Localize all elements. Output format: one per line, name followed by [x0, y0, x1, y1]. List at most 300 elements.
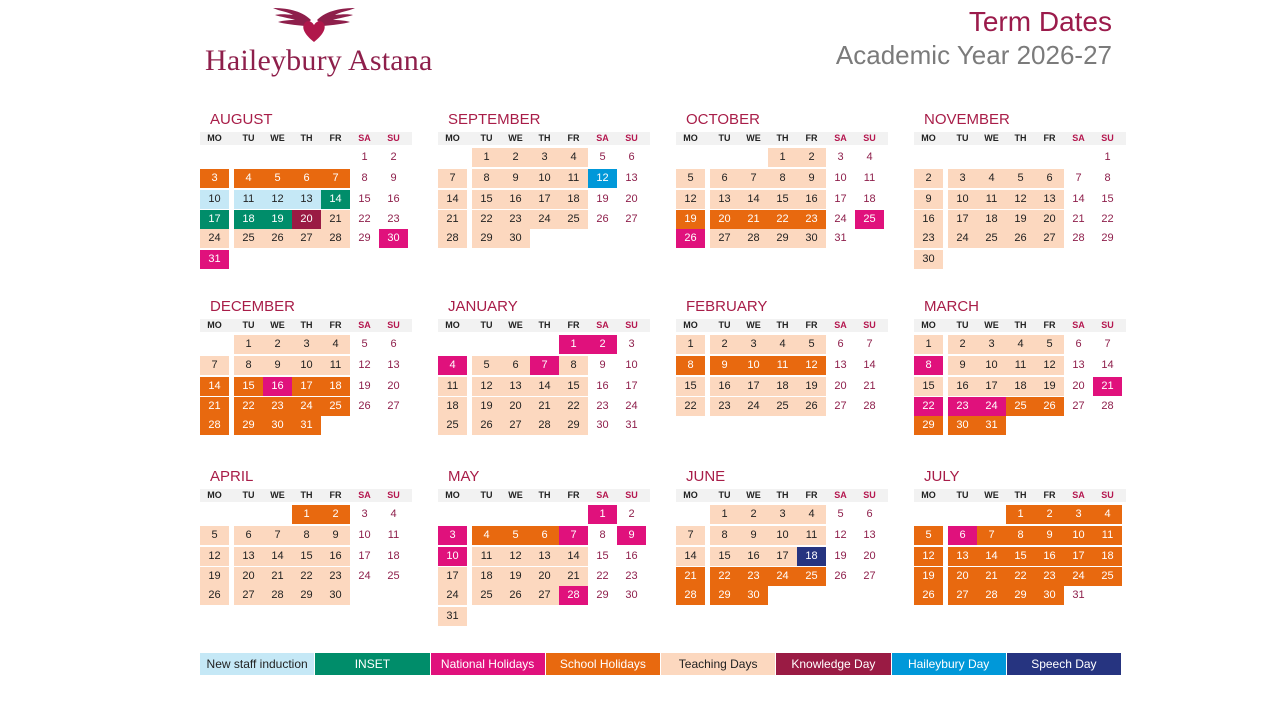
day-cell: 4 — [797, 505, 826, 524]
day-cell: 22 — [559, 397, 588, 416]
day-cell: 28 — [1101, 400, 1114, 412]
day-cell: 3 — [837, 151, 844, 163]
day-cell: 16 — [948, 377, 977, 396]
month-july — [914, 468, 1126, 601]
day-cell: 16 — [263, 377, 292, 396]
day-cell: 16 — [596, 380, 609, 392]
day-cell: 12 — [501, 547, 530, 566]
day-cell: 20 — [234, 567, 263, 586]
day-cell: 25 — [1093, 567, 1122, 586]
day-cell: 20 — [834, 380, 847, 392]
day-cell: 20 — [948, 567, 977, 586]
day-cell: 14 — [676, 547, 705, 566]
day-cell: 15 — [292, 547, 321, 566]
day-cell: 28 — [863, 400, 876, 412]
day-cell: 23 — [501, 210, 530, 229]
weekday-fr: FR — [567, 490, 580, 500]
day-cell: 26 — [358, 400, 371, 412]
day-cell: 24 — [530, 210, 559, 229]
weekday-header — [438, 319, 650, 332]
day-cell: 11 — [472, 547, 501, 566]
day-cell: 25 — [977, 229, 1006, 248]
day-cell: 19 — [472, 397, 501, 416]
day-cell: 20 — [1035, 210, 1064, 229]
day-cell: 29 — [596, 589, 609, 601]
day-cell: 16 — [387, 193, 400, 205]
day-cell: 15 — [676, 377, 705, 396]
day-cell: 2 — [739, 505, 768, 524]
day-cell: 1 — [292, 505, 321, 524]
day-cell: 10 — [1064, 526, 1093, 545]
day-cell: 11 — [977, 190, 1006, 209]
weekday-sa: SA — [1072, 320, 1085, 330]
weekday-header — [914, 132, 1126, 145]
day-cell: 16 — [710, 377, 739, 396]
weekday-fr: FR — [805, 320, 818, 330]
day-cell: 31 — [834, 232, 847, 244]
day-cell: 26 — [263, 229, 292, 248]
day-cell: 28 — [559, 586, 588, 605]
day-cell: 11 — [234, 190, 263, 209]
day-cell: 21 — [1093, 377, 1122, 396]
day-cell: 6 — [1035, 169, 1064, 188]
month-january — [438, 298, 650, 431]
day-cell: 13 — [863, 529, 876, 541]
day-cell: 12 — [914, 547, 943, 566]
day-cell: 25 — [797, 567, 826, 586]
weekday-fr: FR — [329, 320, 342, 330]
weekday-su: SU — [625, 490, 638, 500]
day-cell: 24 — [768, 567, 797, 586]
weekday-fr: FR — [1043, 490, 1056, 500]
month-name: SEPTEMBER — [448, 111, 541, 128]
weekday-sa: SA — [358, 133, 371, 143]
day-cell: 10 — [948, 190, 977, 209]
weekday-mo: MO — [683, 490, 698, 500]
weekday-tu: TU — [956, 320, 969, 330]
day-cell: 30 — [263, 416, 292, 435]
weekday-tu: TU — [480, 320, 493, 330]
day-cell: 22 — [292, 567, 321, 586]
weekday-mo: MO — [683, 133, 698, 143]
day-cell: 11 — [438, 377, 467, 396]
month-december — [200, 298, 412, 431]
day-cell: 17 — [625, 380, 638, 392]
day-cell: 27 — [863, 570, 876, 582]
day-cell: 28 — [1072, 232, 1085, 244]
weekday-th: TH — [776, 490, 789, 500]
day-cell: 1 — [768, 148, 797, 167]
day-cell: 30 — [797, 229, 826, 248]
winged-heart-icon — [271, 6, 357, 44]
day-cell: 14 — [530, 377, 559, 396]
day-cell: 7 — [321, 169, 350, 188]
day-cell: 25 — [321, 397, 350, 416]
weekday-tu: TU — [242, 490, 255, 500]
day-cell: 9 — [914, 190, 943, 209]
day-cell: 4 — [559, 148, 588, 167]
month-name: APRIL — [210, 468, 254, 485]
weekday-sa: SA — [358, 320, 371, 330]
day-cell: 27 — [834, 400, 847, 412]
day-cell: 19 — [797, 377, 826, 396]
day-cell: 25 — [472, 586, 501, 605]
day-cell: 18 — [559, 190, 588, 209]
day-cell: 22 — [596, 570, 609, 582]
day-cell: 24 — [358, 570, 371, 582]
weekday-we: WE — [508, 133, 523, 143]
day-cell: 4 — [234, 169, 263, 188]
day-cell: 24 — [739, 397, 768, 416]
day-cell: 30 — [625, 589, 638, 601]
day-cell: 23 — [710, 397, 739, 416]
day-cell: 10 — [200, 190, 229, 209]
day-cell: 23 — [263, 397, 292, 416]
day-cell: 21 — [200, 397, 229, 416]
weekday-header — [676, 132, 888, 145]
weekday-th: TH — [538, 320, 551, 330]
day-cell: 13 — [834, 359, 847, 371]
day-cell: 6 — [530, 526, 559, 545]
day-cell: 21 — [977, 567, 1006, 586]
legend-knowledge-day: Knowledge Day — [776, 653, 891, 675]
day-cell: 8 — [710, 526, 739, 545]
month-february — [676, 298, 888, 412]
day-cell: 16 — [501, 190, 530, 209]
day-cell: 5 — [914, 526, 943, 545]
day-cell: 31 — [200, 250, 229, 269]
day-cell: 30 — [501, 229, 530, 248]
day-cell: 15 — [1006, 547, 1035, 566]
weekday-sa: SA — [358, 490, 371, 500]
weekday-su: SU — [625, 320, 638, 330]
day-cell: 14 — [321, 190, 350, 209]
day-cell: 31 — [625, 419, 638, 431]
weekday-th: TH — [1014, 133, 1027, 143]
day-cell: 22 — [234, 397, 263, 416]
weekday-tu: TU — [956, 133, 969, 143]
day-cell: 25 — [559, 210, 588, 229]
day-cell: 13 — [234, 547, 263, 566]
day-cell: 2 — [390, 151, 397, 163]
month-august — [200, 111, 412, 265]
weekday-tu: TU — [242, 133, 255, 143]
day-cell: 3 — [292, 335, 321, 354]
day-cell: 26 — [834, 570, 847, 582]
weekday-we: WE — [984, 490, 999, 500]
weekday-tu: TU — [718, 133, 731, 143]
day-cell: 8 — [676, 356, 705, 375]
weekday-mo: MO — [921, 320, 936, 330]
day-cell: 19 — [834, 550, 847, 562]
day-cell: 26 — [501, 586, 530, 605]
day-cell: 23 — [625, 570, 638, 582]
day-cell: 2 — [628, 508, 635, 520]
day-cell: 10 — [438, 547, 467, 566]
day-cell: 25 — [438, 416, 467, 435]
day-cell: 27 — [710, 229, 739, 248]
day-cell: 27 — [948, 586, 977, 605]
day-cell: 30 — [914, 250, 943, 269]
day-cell: 7 — [559, 526, 588, 545]
day-cell: 4 — [390, 508, 397, 520]
day-cell: 5 — [361, 338, 368, 350]
day-cell: 7 — [977, 526, 1006, 545]
day-cell: 1 — [472, 148, 501, 167]
day-cell: 1 — [234, 335, 263, 354]
day-cell: 21 — [321, 210, 350, 229]
weekday-we: WE — [270, 133, 285, 143]
weekday-mo: MO — [445, 320, 460, 330]
weekday-sa: SA — [834, 133, 847, 143]
day-cell: 11 — [559, 169, 588, 188]
day-cell: 7 — [530, 356, 559, 375]
weekday-th: TH — [1014, 490, 1027, 500]
day-cell: 18 — [387, 550, 400, 562]
day-cell: 11 — [1093, 526, 1122, 545]
day-cell: 5 — [676, 169, 705, 188]
month-name: AUGUST — [210, 111, 273, 128]
day-cell: 27 — [292, 229, 321, 248]
day-cell: 4 — [438, 356, 467, 375]
day-cell: 26 — [472, 416, 501, 435]
day-cell: 9 — [797, 169, 826, 188]
day-cell: 22 — [358, 213, 371, 225]
day-cell: 10 — [292, 356, 321, 375]
month-name: MARCH — [924, 298, 979, 315]
day-cell: 1 — [676, 335, 705, 354]
day-cell: 28 — [200, 416, 229, 435]
month-name: JUNE — [686, 468, 726, 485]
day-cell: 15 — [768, 190, 797, 209]
day-cell: 29 — [358, 232, 371, 244]
month-june — [676, 468, 888, 601]
day-cell: 3 — [768, 505, 797, 524]
day-cell: 12 — [263, 190, 292, 209]
day-cell: 23 — [948, 397, 977, 416]
weekday-su: SU — [387, 320, 400, 330]
day-cell: 28 — [676, 586, 705, 605]
day-cell: 24 — [834, 213, 847, 225]
day-cell: 8 — [914, 356, 943, 375]
weekday-fr: FR — [805, 490, 818, 500]
weekday-header — [676, 319, 888, 332]
weekday-we: WE — [746, 320, 761, 330]
day-cell: 30 — [379, 229, 408, 248]
day-cell: 24 — [200, 229, 229, 248]
day-cell: 17 — [530, 190, 559, 209]
weekday-su: SU — [1101, 320, 1114, 330]
weekday-header — [200, 319, 412, 332]
school-logo — [205, 6, 433, 77]
day-cell: 22 — [1006, 567, 1035, 586]
day-cell: 13 — [948, 547, 977, 566]
day-cell: 18 — [768, 377, 797, 396]
day-cell: 2 — [1035, 505, 1064, 524]
day-cell: 17 — [739, 377, 768, 396]
day-cell: 20 — [387, 380, 400, 392]
weekday-mo: MO — [921, 133, 936, 143]
day-cell: 11 — [797, 526, 826, 545]
day-cell: 9 — [501, 169, 530, 188]
day-cell: 19 — [501, 567, 530, 586]
day-cell: 6 — [837, 338, 844, 350]
legend-teaching-days: Teaching Days — [661, 653, 776, 675]
page-subtitle: Academic Year 2026-27 — [835, 40, 1112, 70]
day-cell: 9 — [739, 526, 768, 545]
day-cell: 18 — [977, 210, 1006, 229]
day-cell: 18 — [472, 567, 501, 586]
day-cell: 26 — [914, 586, 943, 605]
day-cell: 15 — [358, 193, 371, 205]
day-cell: 20 — [625, 193, 638, 205]
day-cell: 23 — [596, 400, 609, 412]
day-cell: 15 — [234, 377, 263, 396]
day-cell: 3 — [361, 508, 368, 520]
month-name: MAY — [448, 468, 480, 485]
day-cell: 26 — [1035, 397, 1064, 416]
day-cell: 31 — [977, 416, 1006, 435]
day-cell: 13 — [501, 377, 530, 396]
day-cell: 25 — [234, 229, 263, 248]
day-cell: 23 — [387, 213, 400, 225]
legend-haileybury-day: Haileybury Day — [892, 653, 1007, 675]
day-cell: 7 — [1075, 172, 1082, 184]
day-cell: 8 — [559, 356, 588, 375]
day-cell: 5 — [837, 508, 844, 520]
day-cell: 6 — [501, 356, 530, 375]
day-cell: 12 — [200, 547, 229, 566]
day-cell: 26 — [1006, 229, 1035, 248]
day-cell: 4 — [472, 526, 501, 545]
weekday-sa: SA — [596, 133, 609, 143]
day-cell: 2 — [914, 169, 943, 188]
day-cell: 12 — [676, 190, 705, 209]
day-cell: 31 — [292, 416, 321, 435]
day-cell: 17 — [1064, 547, 1093, 566]
weekday-su: SU — [1101, 133, 1114, 143]
day-cell: 27 — [1035, 229, 1064, 248]
month-name: JULY — [924, 468, 960, 485]
legend — [200, 653, 1122, 675]
day-cell: 27 — [625, 213, 638, 225]
weekday-mo: MO — [445, 490, 460, 500]
day-cell: 8 — [599, 529, 606, 541]
day-cell: 15 — [914, 377, 943, 396]
weekday-fr: FR — [805, 133, 818, 143]
day-cell: 2 — [501, 148, 530, 167]
day-cell: 22 — [676, 397, 705, 416]
day-cell: 18 — [1093, 547, 1122, 566]
day-cell: 15 — [559, 377, 588, 396]
day-cell: 25 — [855, 210, 884, 229]
day-cell: 27 — [530, 586, 559, 605]
day-cell: 4 — [977, 169, 1006, 188]
day-cell: 16 — [914, 210, 943, 229]
day-cell: 24 — [1064, 567, 1093, 586]
day-cell: 13 — [710, 190, 739, 209]
day-cell: 7 — [263, 526, 292, 545]
day-cell: 9 — [710, 356, 739, 375]
weekday-we: WE — [984, 320, 999, 330]
day-cell: 28 — [739, 229, 768, 248]
day-cell: 19 — [1035, 377, 1064, 396]
day-cell: 11 — [863, 172, 876, 184]
weekday-th: TH — [300, 320, 313, 330]
day-cell: 23 — [914, 229, 943, 248]
day-cell: 18 — [234, 210, 263, 229]
day-cell: 24 — [977, 397, 1006, 416]
day-cell: 11 — [387, 529, 400, 541]
weekday-tu: TU — [956, 490, 969, 500]
weekday-su: SU — [863, 320, 876, 330]
day-cell: 14 — [438, 190, 467, 209]
weekday-sa: SA — [834, 320, 847, 330]
weekday-mo: MO — [683, 320, 698, 330]
day-cell: 26 — [676, 229, 705, 248]
day-cell: 6 — [292, 169, 321, 188]
day-cell: 1 — [1104, 151, 1111, 163]
day-cell: 21 — [530, 397, 559, 416]
day-cell: 4 — [768, 335, 797, 354]
weekday-we: WE — [270, 320, 285, 330]
day-cell: 21 — [559, 567, 588, 586]
month-october — [676, 111, 888, 244]
day-cell: 17 — [292, 377, 321, 396]
day-cell: 1 — [361, 151, 368, 163]
weekday-fr: FR — [329, 133, 342, 143]
weekday-mo: MO — [207, 133, 222, 143]
day-cell: 2 — [710, 335, 739, 354]
day-cell: 2 — [263, 335, 292, 354]
day-cell: 6 — [1075, 338, 1082, 350]
day-cell: 1 — [1006, 505, 1035, 524]
day-cell: 24 — [948, 229, 977, 248]
day-cell: 26 — [797, 397, 826, 416]
legend-national-holidays: National Holidays — [431, 653, 546, 675]
day-cell: 21 — [863, 380, 876, 392]
day-cell: 1 — [710, 505, 739, 524]
legend-inset: INSET — [315, 653, 430, 675]
weekday-sa: SA — [1072, 490, 1085, 500]
day-cell: 12 — [358, 359, 371, 371]
weekday-fr: FR — [329, 490, 342, 500]
day-cell: 6 — [234, 526, 263, 545]
day-cell: 30 — [596, 419, 609, 431]
day-cell: 21 — [739, 210, 768, 229]
weekday-fr: FR — [567, 133, 580, 143]
day-cell: 19 — [358, 380, 371, 392]
day-cell: 19 — [914, 567, 943, 586]
day-cell: 10 — [768, 526, 797, 545]
day-cell: 3 — [948, 169, 977, 188]
legend-speech-day: Speech Day — [1007, 653, 1122, 675]
day-cell: 21 — [438, 210, 467, 229]
day-cell: 12 — [472, 377, 501, 396]
day-cell: 23 — [1035, 567, 1064, 586]
day-cell: 8 — [472, 169, 501, 188]
day-cell: 14 — [863, 359, 876, 371]
weekday-we: WE — [508, 490, 523, 500]
day-cell: 8 — [768, 169, 797, 188]
day-cell: 2 — [948, 335, 977, 354]
day-cell: 14 — [1101, 359, 1114, 371]
day-cell: 26 — [200, 586, 229, 605]
day-cell: 10 — [625, 359, 638, 371]
weekday-sa: SA — [834, 490, 847, 500]
weekday-header — [200, 489, 412, 502]
day-cell: 27 — [501, 416, 530, 435]
